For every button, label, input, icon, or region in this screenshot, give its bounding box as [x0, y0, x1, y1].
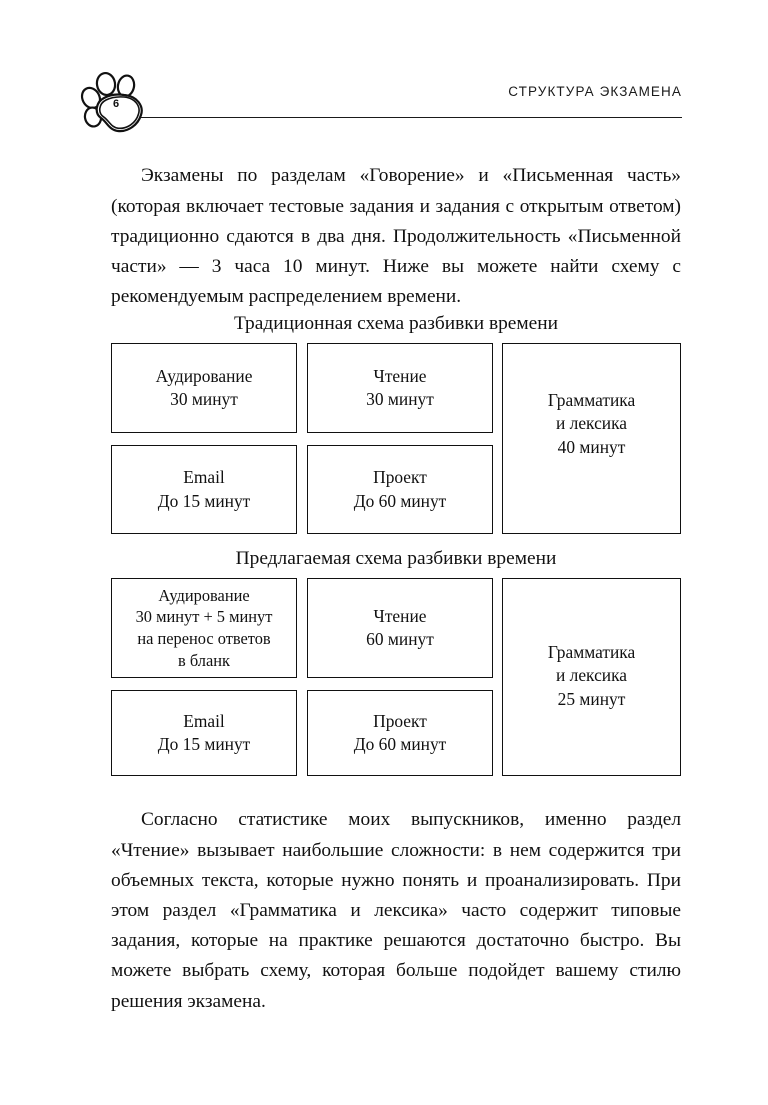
box-line: в бланк	[178, 650, 230, 670]
scheme-box-reading	[307, 343, 493, 433]
box-line: 40 минут	[557, 436, 626, 457]
scheme-box-listening	[111, 343, 297, 433]
box-line: До 60 минут	[353, 490, 447, 511]
outro-paragraph-text: Согласно статистике моих выпускников, именно раздел «Чтение» вызывает наибольшие сложности: в нем содержится три объемных текста, которые нужно понять и проанализировать. При этом раздел «Грамматика и лексика» часто содержит типовые задания, которые на практике решаются достаточно быстро. Вы можете выбрать схему, которая больше подойдет вашему стилю решения экзамена.	[111, 809, 681, 1012]
running-head	[80, 66, 682, 124]
box-line: Аудирование	[155, 365, 253, 386]
box-line: 60 минут	[366, 629, 434, 649]
box-line: Проект	[373, 710, 427, 731]
box-line: До 15 минут	[157, 490, 251, 511]
scheme-box-project	[307, 690, 493, 776]
proposed-scheme-diagram	[111, 578, 681, 776]
box-line: и лексика	[556, 665, 627, 686]
scheme-box-email	[111, 445, 297, 534]
traditional-scheme-diagram	[111, 343, 681, 534]
scheme-box-reading	[307, 578, 493, 678]
box-line: До 60 минут	[353, 734, 447, 754]
box-line: 30 минут	[366, 389, 434, 409]
intro-paragraph	[111, 161, 681, 312]
outro-paragraph	[111, 805, 681, 1016]
proposed-scheme-title: Предлагаемая схема разбивки времени	[235, 548, 557, 569]
box-line: 30 минут	[170, 389, 238, 409]
scheme-box-grammar-vocabulary	[502, 343, 681, 534]
box-line: Email	[183, 467, 225, 488]
scheme-box-grammar-vocabulary	[502, 578, 681, 776]
scheme-box-listening	[111, 578, 297, 678]
box-line: Чтение	[373, 365, 427, 386]
running-head-title: СТРУКТУРА ЭКЗАМЕНА	[508, 84, 682, 99]
box-line: и лексика	[556, 413, 627, 434]
box-line: Грамматика	[547, 390, 636, 410]
box-line: До 15 минут	[157, 734, 251, 754]
box-line: Проект	[373, 467, 427, 488]
box-line: Чтение	[373, 605, 427, 626]
paw-print-icon	[80, 68, 148, 134]
box-line: Аудирование	[158, 585, 250, 605]
header-divider	[141, 117, 682, 118]
page-number: 6	[112, 98, 120, 110]
box-line: 30 минут + 5 минут	[135, 607, 273, 627]
box-line: Грамматика	[547, 642, 636, 662]
box-line: на перенос ответов	[137, 629, 271, 648]
scheme-box-project	[307, 445, 493, 534]
intro-paragraph-text: Экзамены по разделам «Говорение» и «Письменная часть» (которая включает тестовые задания и задания с открытым ответом) традиционно сдаются в два дня. Продолжительность «Письменной части» — 3 часа 10 минут. Ниже вы можете найти схему с рекомендуемым распределением времени.	[111, 165, 681, 308]
box-line: 25 минут	[557, 688, 626, 709]
scheme-box-email	[111, 690, 297, 776]
traditional-scheme-title: Традиционная схема разбивки времени	[233, 313, 559, 334]
box-line: Email	[183, 710, 225, 731]
